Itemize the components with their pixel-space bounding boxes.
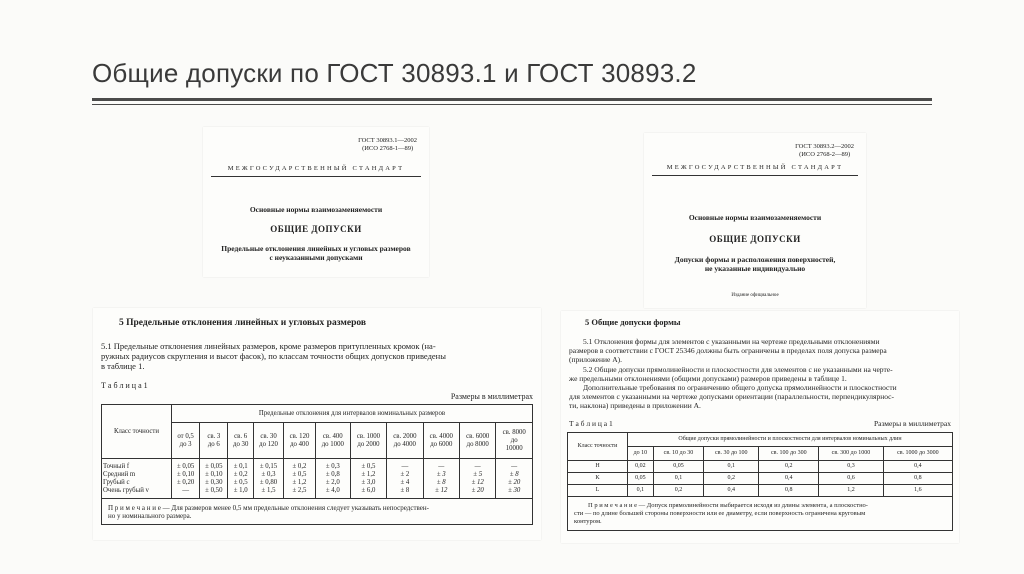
table-cell: 0,4 <box>759 473 819 485</box>
p1-line-1: 5.1 Отклонения формы для элементов с указанными на чертеже предельными отклонениями <box>583 337 880 346</box>
tolerance-table <box>101 404 533 525</box>
column-header: св. 10 до 30 <box>653 447 704 461</box>
table-cell: ± 0,2 ± 0,5 ± 1,2 ± 2,5 <box>284 459 316 499</box>
column-header: св. 6 до 30 <box>228 423 253 459</box>
cover-subtitle-1: Допуски формы и расположения поверхностей, <box>674 255 836 264</box>
title-underline-thin <box>92 104 932 105</box>
table-cell: ± 0,05 ± 0,10 ± 0,30 ± 0,50 <box>200 459 228 499</box>
table-cell: ± 0,15 ± 0,3 ± 0,80 ± 1,5 <box>253 459 283 499</box>
table-cell: ± 0,05 ± 0,10 ± 0,20 — <box>172 459 200 499</box>
table-cell: 0,05 <box>628 473 654 485</box>
column-header: св. 4000 до 6000 <box>423 423 459 459</box>
class-cell: L <box>568 485 628 497</box>
table-cell: ± 0,5 ± 1,2 ± 3,0 ± 6,0 <box>350 459 386 499</box>
table-row <box>568 485 953 497</box>
title-underline-thick <box>92 98 932 101</box>
cover-line1: Основные нормы взаимозаменяемости <box>688 213 822 222</box>
class-header: Класс точности <box>102 405 172 459</box>
table-cell: 0,2 <box>653 485 704 497</box>
table-cell: 0,8 <box>883 473 952 485</box>
class-header: Класс точности <box>568 433 628 461</box>
column-header: св. 1000 до 3000 <box>883 447 952 461</box>
column-header: св. 3 до 6 <box>200 423 228 459</box>
table-cell: — ± 8 ± 20 ± 30 <box>496 459 533 499</box>
table-cell: 0,6 <box>819 473 883 485</box>
note-line-1: П р и м е ч а н и е — Допуск прямолинейности выбирается исходя из длины элемента, а плоскостно- <box>588 501 868 509</box>
table-label: Т а б л и ц а 1 <box>101 381 148 390</box>
para-line-3: в таблице 1. <box>101 361 145 371</box>
interstate-standard-header: МЕЖГОСУДАРСТВЕННЫЙ СТАНДАРТ <box>227 165 405 172</box>
column-header: св. 1000 до 2000 <box>350 423 386 459</box>
cover-subtitle-2: с неуказанными допусками <box>269 253 363 262</box>
code-line-1: ГОСТ 30893.1—2002 <box>358 137 417 144</box>
para-line-2: ружных радиусов скругления и высот фасок), по классам точности общих допусков приведены <box>101 351 446 361</box>
column-header: св. 30 до 100 <box>704 447 759 461</box>
interstate-standard-header: МЕЖГОСУДАРСТВЕННЫЙ СТАНДАРТ <box>666 164 844 171</box>
column-header: св. 120 до 400 <box>284 423 316 459</box>
gost-30893-2-section-5 <box>561 311 959 543</box>
column-header: до 10 <box>628 447 654 461</box>
column-header: св. 8000 до 10000 <box>496 423 533 459</box>
slide-title: Общие допуски по ГОСТ 30893.1 и ГОСТ 30893.2 <box>92 58 697 88</box>
flatness-table <box>567 432 953 531</box>
gost-30893-2-cover <box>644 133 866 308</box>
table-row <box>568 473 953 485</box>
group-header: Предельные отклонения для интервалов номинальных размеров <box>172 405 533 423</box>
class-names: Точный f Средний m Грубый c Очень грубый v <box>102 459 172 499</box>
p3-line-2: для элементов с указанными на чертеже допусками ориентации (параллельности, перпендикулярнос- <box>569 392 895 401</box>
p1-line-2: размеров в соответствии с ГОСТ 25346 должны быть ограничены в пределах поля допуска размера <box>569 346 887 355</box>
table-cell: 0,2 <box>704 473 759 485</box>
note-line-2: но у номинального размера. <box>108 511 192 520</box>
table-cell: 1,2 <box>819 485 883 497</box>
column-header: св. 6000 до 8000 <box>459 423 495 459</box>
note-line-2: сти — по длине большей стороны поверхности или ее диаметру, если поверхность ограничена круговым <box>574 509 866 517</box>
para-line-1: 5.1 Предельные отклонения линейных размеров, кроме размеров притупленных кромок (на- <box>101 341 436 351</box>
cover-line1: Основные нормы взаимозаменяемости <box>249 205 383 214</box>
table-cell: 0,1 <box>653 473 704 485</box>
table-cell: — ± 5 ± 12 ± 20 <box>459 459 495 499</box>
column-header: св. 100 до 300 <box>759 447 819 461</box>
cover-subtitle-2: не указанные индивидуально <box>704 264 806 273</box>
units-note: Размеры в миллиметрах <box>450 392 533 401</box>
p2-line-1: 5.2 Общие допуски прямолинейности и плоскостности для элементов с не указанными на черте- <box>583 365 893 374</box>
column-header: св. 300 до 1000 <box>819 447 883 461</box>
cover-subtitle-1: Предельные отклонения линейных и угловых размеров <box>221 244 411 253</box>
table-cell: 0,4 <box>883 461 952 473</box>
group-header: Общие допуски прямолинейности и плоскостности для интервалов номинальных длин <box>628 433 953 447</box>
gost-30893-1-cover <box>203 127 429 277</box>
table-cell: 0,4 <box>704 485 759 497</box>
note-line-1: П р и м е ч а н и е — Для размеров менее 0,5 мм предельные отклонения следует указывать непосредствен- <box>108 503 429 512</box>
table-cell: 0,2 <box>759 461 819 473</box>
edition-note: Издание официальное <box>731 293 779 298</box>
gost-30893-1-section-5 <box>93 308 541 540</box>
cover-title: ОБЩИЕ ДОПУСКИ <box>270 224 362 234</box>
table-cell: 1,6 <box>883 485 952 497</box>
table-cell: — ± 3 ± 8 ± 12 <box>423 459 459 499</box>
table-cell: 0,8 <box>759 485 819 497</box>
p3-line-1: Дополнительные требования по ограничению общего допуска прямолинейности и плоскостности <box>583 383 897 392</box>
units-note: Размеры в миллиметрах <box>873 419 951 428</box>
p1-line-3: (приложение А). <box>569 355 623 364</box>
p3-line-3: ти, наклона) приведены в приложении А. <box>569 401 701 410</box>
header-rule <box>652 175 858 176</box>
cover-title: ОБЩИЕ ДОПУСКИ <box>709 234 801 244</box>
code-line-2: (ИСО 2768-1—89) <box>362 145 414 152</box>
table-cell: 0,02 <box>628 461 654 473</box>
column-header: св. 30 до 120 <box>253 423 283 459</box>
note-line-3: контуром. <box>574 517 602 525</box>
table-cell: ± 0,1 ± 0,2 ± 0,5 ± 1,0 <box>228 459 253 499</box>
header-rule <box>211 176 421 177</box>
column-header: от 0,5 до 3 <box>172 423 200 459</box>
code-line-1: ГОСТ 30893.2—2002 <box>795 143 854 150</box>
table-cell: 0,3 <box>819 461 883 473</box>
table-cell: 0,05 <box>653 461 704 473</box>
section-heading: 5 Предельные отклонения линейных и угловых размеров <box>119 318 367 328</box>
standard-code <box>795 143 854 159</box>
table-note <box>102 499 533 525</box>
column-header: св. 2000 до 4000 <box>387 423 423 459</box>
standard-code <box>358 137 417 153</box>
class-cell: H <box>568 461 628 473</box>
table-note <box>568 497 953 531</box>
table-cell: ± 0,3 ± 0,8 ± 2,0 ± 4,0 <box>315 459 350 499</box>
table-cell: 0,1 <box>704 461 759 473</box>
table-cell: — ± 2 ± 4 ± 8 <box>387 459 423 499</box>
table-row <box>568 461 953 473</box>
table-cell: 0,1 <box>628 485 654 497</box>
table-label: Т а б л и ц а 1 <box>569 419 613 428</box>
column-header: св. 400 до 1000 <box>315 423 350 459</box>
p2-line-2: же предельными отклонениями (общими допусками) размеров приведены в таблице 1. <box>569 374 847 383</box>
section-heading: 5 Общие допуски формы <box>585 317 681 327</box>
class-cell: K <box>568 473 628 485</box>
code-line-2: (ИСО 2768-2—89) <box>799 151 851 158</box>
